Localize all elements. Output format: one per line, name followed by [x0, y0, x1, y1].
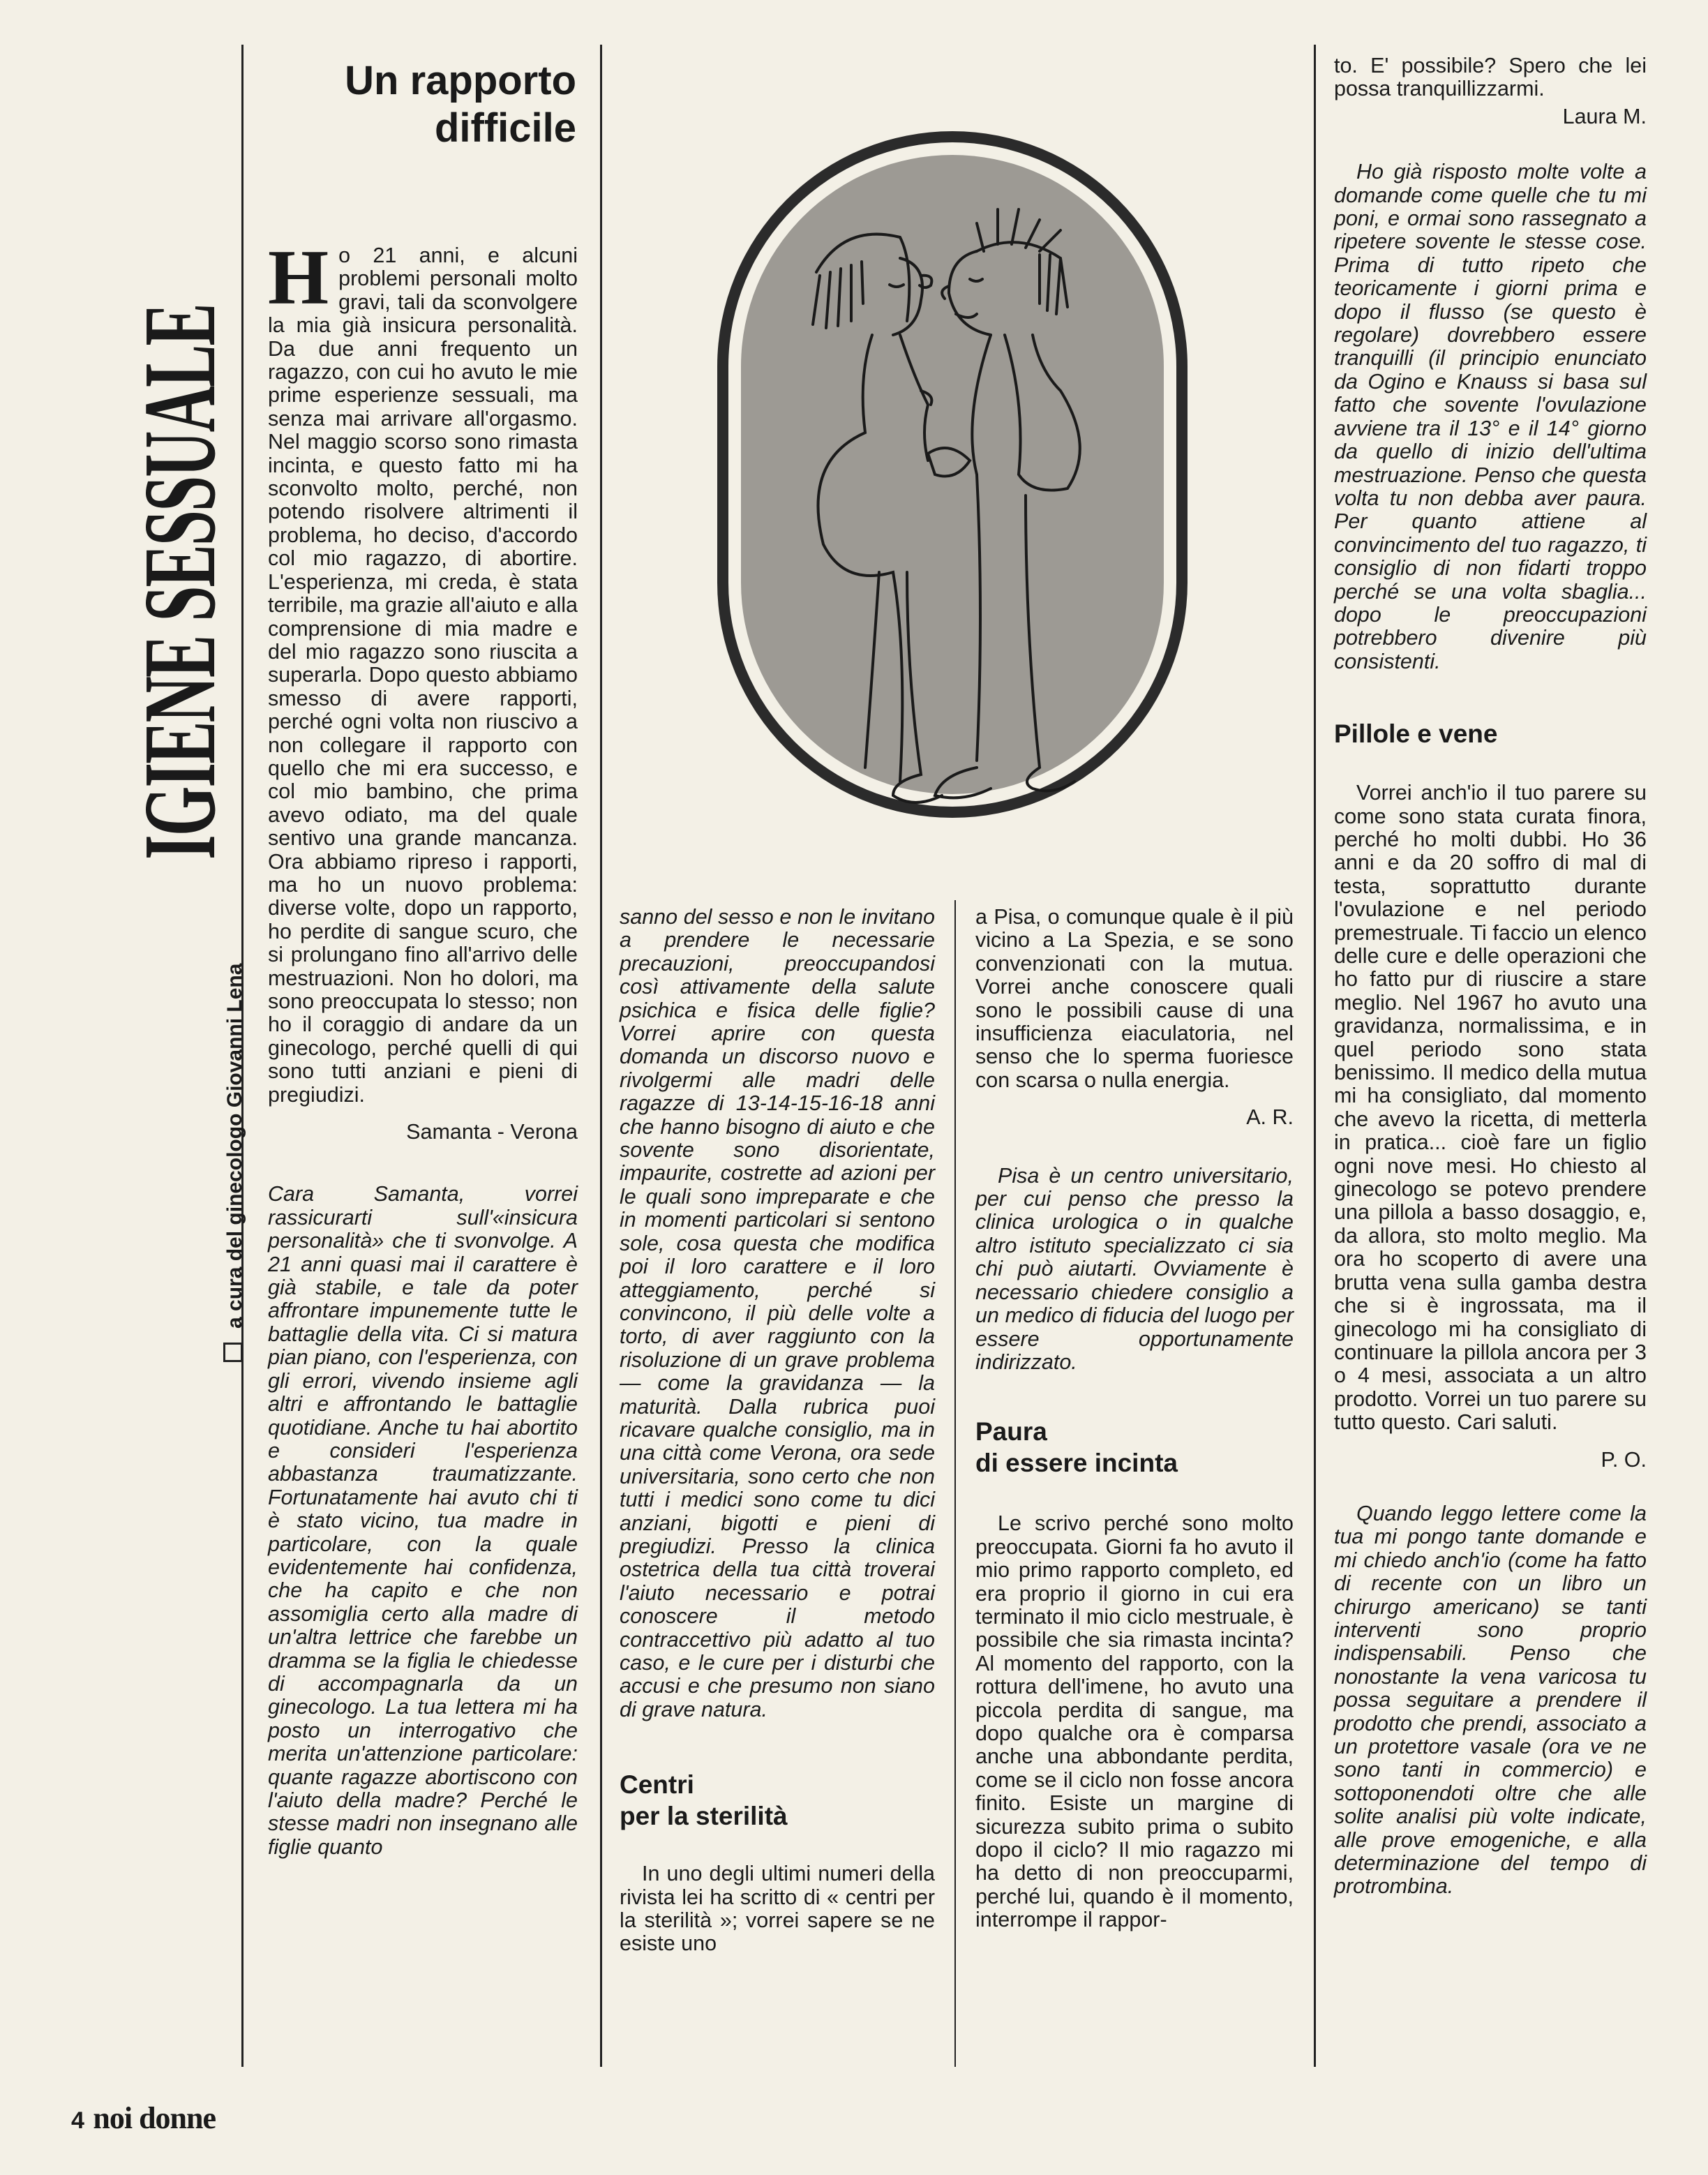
cartoon-couple-image [712, 126, 1193, 823]
couple-illustration [712, 126, 1193, 823]
subheading-sterility: Centri per la sterilità [620, 1770, 788, 1831]
article-headline: Un rapporto difficile [345, 58, 576, 151]
section-title: IGIENE SESSUALE [123, 304, 237, 860]
subheading-pregnancy-fear: Paura di essere incinta [975, 1417, 1178, 1478]
columnist-credit: a cura del ginecologo Giovanni Lena [223, 964, 247, 1362]
letter-laura: Le scrivo perché sono molto preoccupata. Giorni fa ho avuto il mio primo rapporto completo, ed era proprio il giorno in cui era terminato il mio ciclo mestruale, è possibile che sia rimasta incinta? Al momento del rapporto, con la rottura dell'imene, ho avuto una piccola perdita di sangue, ma dopo qualche ora è comparsa anche una abbondante perdita, come se il ciclo non fosse ancora finito. Esiste un margine di sicurezza subito prima o subito dopo il ciclo? Il mio ragazzo mi ha detto di non preoccuparmi, perché lui, quando è il momento, interrompe il rappor- [975, 1511, 1294, 1932]
answer-po: Quando leggo lettere come la tua mi pongo tante domande e mi chiedo anch'io (come ha fatto di recente con un libro un chirurgo americano) se tanti interventi sono proprio indispensabili. Penso che nonostante la vena varicosa tu possa seguitare a prendere il prodotto che prendi, associato a un protettore vasale (ora ve ne sono tanti in commercio) e sottoponendoti oltre che alle solite analisi più volte indicate, alle prove emogeniche, e alla determinazione del tempo di protrombina. [1334, 1501, 1647, 1899]
column-rule [954, 900, 956, 2067]
drop-cap: H [268, 234, 329, 321]
letter-sterility-continued: a Pisa, o comunque quale è il più vicino a La Spezia, e se sono convenzionati con la mutua. Vorrei anche conoscere quali sono le possibili cause di una insufficienza eiaculatoria, nel senso che lo sperma fuoriesce con scarsa o nulla energia. [975, 905, 1294, 1092]
letter-signature: A. R. [1246, 1105, 1294, 1130]
answer-samanta: Cara Samanta, vorrei rassicurarti sull'«insicura personalità» che ti svonvolge. A 21 anni quasi mai il carattere è già stabile, e tale da poter affrontare impunemente tutte le battaglie della vita. Ci si matura pian piano, con l'esperienza, con gli errori, vivendo insieme agli altri e affrontando le battaglie quotidiane. Anche tu hai abortito e consideri l'esperienza abbastanza traumatizzante. Fortunatamente hai avuto chi ti è stato vicino, tua madre in particolare, con la quale evidentemente hai confidenza, che ha capito e che non assomiglia certo alla madre di un'altra lettrice che farebbe un dramma se la figlia le chiedesse di accompagnarla da un ginecologo. La tua lettera mi ha posto un interrogativo che merita un'attenzione particolare: quante ragazze abortiscono con l'aiuto della madre? Perché le stesse madri non insegnano alle figlie quanto [268, 1182, 578, 1859]
magazine-name: noi donne [93, 2101, 216, 2135]
column-4 [1334, 54, 1647, 1899]
letter-signature: Laura M. [1562, 104, 1647, 128]
letter-po: Vorrei anch'io il tuo parere su come sono stata curata finora, perché ho molti dubbi. Ho 36 anni e da 20 soffro di mal di testa, soprattutto durante l'ovulazione e nel periodo premestruale. Ti faccio un elenco delle cure e delle operazioni che ho fatto pur di riuscire a stare meglio. Nel 1967 ho avuto una gravidanza, normalissima, e in quel periodo sono stata benissimo. Il medico della mutua mi ha consigliato, dal momento che avevo la ricetta, di metterla in pratica... cioè fare un figlio ogni nove mesi. Ho chiesto al ginecologo se potevo prendere una pillola a basso dosaggio, e, da allora, sto molto meglio. Ma ora ho scoperto di avere una brutta vena sulla gamba destra che si è ingrossata, ma il ginecologo mi ha consigliato di continuare la pillola ancora per 3 o 4 mesi, associata a un altro prodotto. Vorrei un tuo parere su tutto questo. Cari saluti. [1334, 781, 1647, 1435]
answer-samanta-continued: sanno del sesso e non le invitano a prendere le necessarie precauzioni, preoccupandosi così attivamente della salute psichica e fisica delle figlie? Vorrei aprire con questa domanda un discorso nuovo e rivolgermi alle madri delle ragazze di 13-14-15-16-18 anni che hanno bisogno di aiuto e che sovente sono disorientate, impaurite, costrette ad azioni per le quali sono impreparate e che in momenti particolari si sentono sole, cosa questa che modifica poi il loro carattere e il loro atteggiamento, perché si convincono, il più delle volte a torto, di aver raggiunto con la risoluzione di un grave problema — come la gravidanza — la maturità. Dalla rubrica puoi ricavare qualche consiglio, ma in una città come Verona, ora sede universitaria, sono certo che non tutti i medici sono come tu dici anziani, bigotti e pieni di pregiudizi. Presso la clinica ostetrica della tua città troverai l'aiuto necessario e potrai conoscere il metodo contraccettivo più adatto al tuo caso, e le cure per i disturbi che accusi e che presumo non siano di grave natura. [620, 905, 935, 1721]
letter-signature: Samanta - Verona [406, 1120, 578, 1144]
page-number: 4 [71, 2107, 84, 2134]
column-2 [620, 906, 935, 1956]
answer-sterility: Pisa è un centro universitario, per cui penso che presso la clinica urologica o in qualche altro istituto specializzato ci sia chi può aiutarti. Ovviamente è necessario chiedere consiglio a un medico di fiducia del luogo per essere opportunamente indirizzato. [975, 1163, 1294, 1374]
square-icon [223, 1343, 243, 1362]
subheading-pills: Pillole e vene [1334, 719, 1498, 749]
column-3 [975, 906, 1294, 1932]
column-rule [1314, 45, 1316, 2067]
letter-samanta: Ho 21 anni, e alcuni problemi personali molto gravi, tali da sconvolgere la mia già insicura personalità. Da due anni frequento un ragazzo, con cui ho avuto le mie prime esperienze sessuali, ma senza mai arrivare all'orgasmo. Nel maggio scorso sono rimasta incinta, e questo fatto mi ha sconvolto molto, perché, non potendo risolvere altrimenti il problema, ho deciso, d'accordo col mio ragazzo, di abortire. L'esperienza, mi creda, è stata terribile, ma grazie all'aiuto e alla comprensione di mia madre e del mio ragazzo sono riuscita a superarla. Dopo questo abbiamo smesso di avere rapporti, perché ogni volta non riuscivo a non collegare il rapporto con quello che mi era successo, e col mio bambino, che prima avevo odiato, ma del quale sentivo una grande mancanza. Ora abbiamo ripreso i rapporti, ma ho un nuovo problema: diverse volte, dopo un rapporto, ho perdite di sangue scuro, che si prolungano fino all'arrivo delle mestruazioni. Non ho dolori, ma sono preoccupata lo stesso; non ho il coraggio di andare da un ginecologo, perché quelli di qui sono tutti anziani e pieni di pregiudizi. [268, 234, 578, 1107]
answer-laura: Ho già risposto molte volte a domande come quelle che tu mi poni, e ormai sono rassegnato a ripetere sovente le stesse cose. Prima di tutto ripeto che teoricamente i giorni prima e dopo il flusso (se questo è regolare) dovrebbero essere tranquilli (il principio enunciato da Ogino e Knauss si basa sul fatto che sovente l'ovulazione avviene tra il 13° e il 14° giorno da quello di inizio dell'ultima mestruazione. Penso che questa volta tu non debba aver paura. Per quanto attiene al convincimento del tuo ragazzo, ti consiglio di non fidarti troppo perché se una volta sbaglia... dopo le preoccupazioni potrebbero divenire più consistenti. [1334, 160, 1647, 673]
page-footer [71, 2100, 216, 2136]
column-1 [268, 234, 578, 1859]
letter-laura-continued: to. E' possibile? Spero che lei possa tranquillizzarmi. [1334, 54, 1647, 101]
letter-sterility: In uno degli ultimi numeri della rivista lei ha scritto di « centri per la sterilità »; vorrei sapere se ne esiste uno [620, 1862, 935, 1956]
letter-signature: P. O. [1601, 1447, 1647, 1472]
column-rule [600, 45, 602, 2067]
